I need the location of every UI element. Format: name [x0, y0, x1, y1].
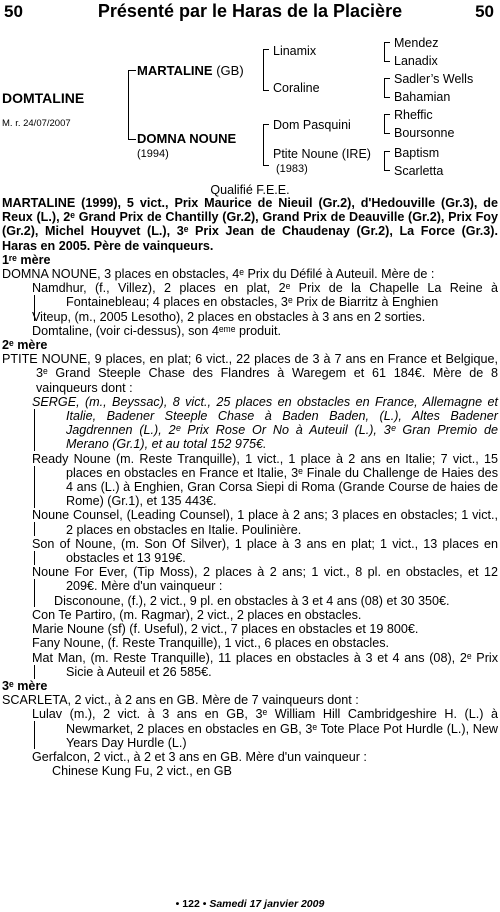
ggs-7: Baptism — [394, 146, 440, 160]
bracket-gg-1 — [384, 42, 390, 62]
article-body — [2, 196, 498, 778]
m2-item: Noune Counsel, (Leading Counsel), 1 place à 2 ans; 3 places en obstacles; 1 vict., 2 places en obstacles en Italie. Poulinière. — [32, 508, 498, 537]
m2-item: Con Te Partiro, (m. Ragmar), 2 vict., 2 places en obstacles. — [32, 607, 362, 622]
page-number-right: 50 — [475, 2, 494, 21]
bracket-gg-2 — [384, 78, 390, 98]
m2-item: Marie Noune (sf) (f. Useful), 2 vict., 7 places en obstacles et 19 800€. — [32, 622, 419, 637]
m1-item: Namdhur, (f., Villez), 2 places en plat, 2ᵉ Prix de la Chapelle La Reine à Fontainebleau; 4 places en obstacles, 3ᵉ Prix de Biarritz à Enghien — [2, 281, 498, 309]
section-3-title: 3ᵉ mère — [2, 678, 48, 693]
m2-item: Noune For Ever, (Tip Moss), 2 places à 2 ans; 1 vict., 8 pl. en obstacles, et 12 209€. Mère d'un vainqueur : — [2, 565, 498, 593]
m2-item: Fany Noune, (f. Reste Tranquille), 1 vict., 6 places en obstacles. — [32, 636, 389, 651]
dam-year: (1994) — [137, 148, 169, 160]
m2-item: Ready Noune (m. Reste Tranquille), 1 vict., 1 place à 2 ans en Italie; 7 vict., 15 places en obstacles en France et Italie, 3ᵉ Finale du Challenge de Haies des 4 ans (L.) à Enghien, Gran Corsa Siepi di Roma (Grande Course de haies de Rome) (Gr.1), et 135 443€. — [32, 451, 498, 509]
m2-item: SERGE, (m., Beyssac), 8 vict., 25 places en obstacles en France, Allemagne et Italie, Badener Steeple Chase à Baden Baden, (L.), Altes Badener Jagdrennen (L.), 2ᵉ Prix Rose Or No à Auteuil (L.), 3ᵉ Gran Premio de Merano (Gr.1), et au total 152 975€. — [32, 394, 498, 452]
page-number-left: 50 — [4, 2, 23, 21]
section-2-title: 2ᵉ mère — [2, 338, 48, 353]
granddam-2-year: (1983) — [276, 163, 308, 175]
m2-subitem: Disconoune, (f.), 2 vict., 9 pl. en obstacles à 3 et 4 ans (08) et 30 350€. — [54, 593, 450, 608]
grandsire-2: Dom Pasquini — [273, 118, 351, 132]
bracket-gg-3 — [384, 114, 390, 134]
horse-name: DOMTALINE — [2, 90, 85, 106]
m2-item: Mat Man, (m. Reste Tranquille), 11 places en obstacles à 3 et 4 ans (08), 2ᵉ Prix Sicie à Auteuil et 26 585€. — [32, 650, 498, 679]
section-1-title: 1ʳᵉ mère — [2, 252, 51, 267]
ggs-5: Rheffic — [394, 108, 433, 122]
dam-name: DOMNA NOUNE — [137, 131, 237, 146]
bracket-gg-4 — [384, 151, 390, 171]
bracket-parents — [128, 70, 136, 140]
bracket-sire — [263, 49, 269, 91]
page-title: Présenté par le Haras de la Placière — [97, 1, 403, 21]
m2-intro: PTITE NOUNE, 9 places, en plat; 6 vict., 22 places de 3 à 7 ans en France et Belgique, 3ᵉ Grand Steeple Chase des Flandres à Waregem et 61 184€. Mère de 8 vainqueurs dont : — [2, 352, 498, 395]
m3-item: Gerfalcon, 2 vict., à 2 et 3 ans en GB. Mère d'un vainqueur : — [32, 749, 367, 764]
m3-subitem: Chinese Kung Fu, 2 vict., en GB — [52, 764, 232, 779]
ggs-6: Boursonne — [394, 126, 455, 140]
horse-info: M. r. 24/07/2007 — [2, 118, 71, 129]
m1-item: Domtaline, (voir ci-dessus), son 4ᵉᵐᵉ produit. — [32, 323, 281, 338]
ggs-2: Lanadix — [394, 54, 438, 68]
sire-paragraph: MARTALINE (1999), 5 vict., Prix Maurice de Nieuil (Gr.2), d'Hedouville (Gr.3), de Reux (L.), 2ᵉ Grand Prix de Chantilly (Gr.2), Grand Prix de Deauville (Gr.2), Prix Foy (Gr.2), Michel Houyvet (L.), 3ᵉ Prix Jean de Chaudenay (Gr.2), La Force (Gr.3). Haras en 2005. Père de vainqueurs. — [2, 196, 498, 253]
ggs-8: Scarletta — [394, 164, 444, 178]
m2-item: Son of Noune, (m. Son Of Silver), 1 place à 3 ans en plat; 1 vict., 13 places en obstacles et 13 919€. — [32, 536, 498, 566]
ggs-4: Bahamian — [394, 90, 451, 104]
bracket-dam — [263, 124, 269, 166]
granddam-2: Ptite Noune (IRE) — [273, 147, 371, 161]
m3-item: Lulav (m.), 2 vict. à 3 ans en GB, 3ᵉ William Hill Cambridgeshire H. (L.) à Newmarket, 2 places en obstacles en GB, 3ᵉ Tote Place Pot Hurdle (L.), New Years Day Hurdle (L.) — [32, 707, 498, 750]
page-footer: • 122 • Samedi 17 janvier 2009 — [175, 898, 325, 910]
grandsire-1: Linamix — [273, 44, 317, 58]
ggs-1: Mendez — [394, 36, 439, 50]
m3-intro: SCARLETA, 2 vict., à 2 ans en GB. Mère de 7 vainqueurs dont : — [2, 693, 359, 708]
granddam-1: Coraline — [273, 81, 320, 95]
m1-intro: DOMNA NOUNE, 3 places en obstacles, 4ᵉ Prix du Défilé à Auteuil. Mère de : — [2, 267, 435, 282]
ggs-3: Sadler’s Wells — [394, 72, 474, 86]
sire-name: MARTALINE (GB) — [137, 63, 244, 78]
m1-item: Viteup, (m., 2005 Lesotho), 2 places en obstacles à 3 ans en 2 sorties. — [32, 309, 426, 324]
qualification: Qualifié F.E.E. — [210, 183, 290, 197]
